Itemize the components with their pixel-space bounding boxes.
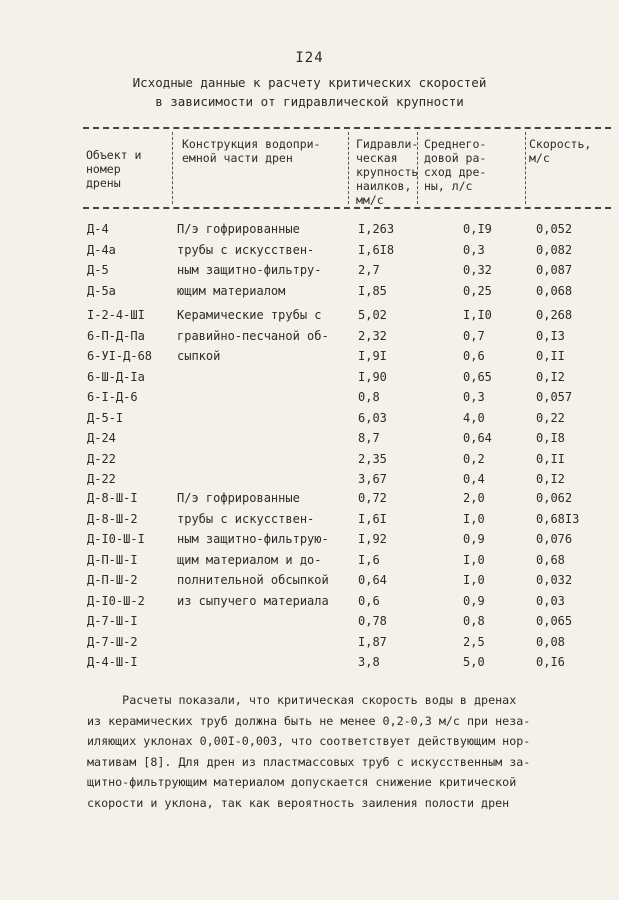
paragraph-line: скорости и уклона, так как вероятность заиления полости дрен <box>87 795 510 810</box>
cell-hydraulic-size: I,85 <box>358 283 387 298</box>
cell-speed: 0,I6 <box>536 655 565 669</box>
header-construction: Конструкция водопри- емной части дрен <box>182 137 321 165</box>
cell-speed: 0,II <box>536 349 565 363</box>
table-row <box>0 652 619 672</box>
cell-speed: 0,065 <box>536 614 573 628</box>
table-row <box>0 488 619 508</box>
cell-object: I-2-4-ШI <box>87 308 145 322</box>
cell-hydraulic-size: 5,02 <box>358 308 387 322</box>
cell-speed: 0,068 <box>536 283 573 298</box>
paragraph-line: иляющих уклонах 0,00I-0,003, что соответствует действующим нор- <box>87 734 531 748</box>
paragraph-line: щитно-фильтрующим материалом допускается снижение критической <box>87 775 517 789</box>
table-top-rule <box>83 127 611 129</box>
cell-discharge: 0,9 <box>463 593 485 608</box>
cell-object: Д-I0-Ш-I <box>87 532 145 546</box>
cell-object: Д-7-Ш-I <box>87 614 138 628</box>
table-row <box>0 219 619 239</box>
cell-hydraulic-size: 0,64 <box>358 573 387 587</box>
cell-hydraulic-size: 8,7 <box>358 431 380 445</box>
cell-speed: 0,68 <box>536 552 565 567</box>
cell-discharge: 0,64 <box>463 431 492 445</box>
cell-discharge: 4,0 <box>463 410 485 425</box>
table-row <box>0 260 619 280</box>
cell-object: Д-8-Ш-I <box>87 491 138 505</box>
cell-hydraulic-size: 2,32 <box>358 328 387 343</box>
header-object: Объект и номер дрены <box>86 148 142 190</box>
cell-hydraulic-size: 6,03 <box>358 410 387 425</box>
cell-speed: 0,062 <box>536 491 573 505</box>
cell-discharge: 0,6 <box>463 349 485 363</box>
cell-construction: сыпкой <box>177 349 221 363</box>
cell-discharge: 2,5 <box>463 634 485 649</box>
cell-speed: 0,I3 <box>536 328 565 343</box>
cell-construction: трубы с искусствен- <box>177 242 315 257</box>
table-row <box>0 367 619 387</box>
cell-discharge: 0,8 <box>463 614 485 628</box>
cell-discharge: 0,3 <box>463 242 485 257</box>
cell-object: 6-УI-Д-68 <box>87 349 153 363</box>
table-row <box>0 408 619 428</box>
cell-object: Д-П-Ш-2 <box>87 573 138 587</box>
cell-speed: 0,087 <box>536 263 573 277</box>
cell-hydraulic-size: I,6I8 <box>358 242 395 257</box>
table-title-line-1: Исходные данные к расчету критических скоростей <box>132 75 487 90</box>
cell-hydraulic-size: 0,6 <box>358 593 380 608</box>
cell-construction: ным защитно-фильтрую- <box>177 532 329 546</box>
cell-speed: 0,076 <box>536 532 573 546</box>
table-row <box>0 529 619 549</box>
cell-discharge: I,0 <box>463 552 485 567</box>
table-row <box>0 591 619 611</box>
cell-discharge: 0,4 <box>463 472 485 486</box>
cell-object: Д-7-Ш-2 <box>87 634 138 649</box>
cell-object: Д-5-I <box>87 410 124 425</box>
table-row <box>0 550 619 570</box>
cell-object: 6-I-Д-6 <box>87 390 138 404</box>
cell-construction: полнительной обсыпкой <box>177 573 329 587</box>
table-row <box>0 346 619 366</box>
cell-object: Д-4-Ш-I <box>87 655 138 669</box>
table-row <box>0 387 619 407</box>
cell-discharge: 0,9 <box>463 532 485 546</box>
column-separator <box>348 132 349 204</box>
cell-hydraulic-size: 2,7 <box>358 263 380 277</box>
cell-hydraulic-size: 0,78 <box>358 614 387 628</box>
cell-speed: 0,268 <box>536 308 573 322</box>
cell-hydraulic-size: I,87 <box>358 634 387 649</box>
column-separator <box>525 132 526 204</box>
cell-hydraulic-size: 0,72 <box>358 491 387 505</box>
cell-object: Д-5 <box>87 263 109 277</box>
cell-speed: 0,08 <box>536 634 565 649</box>
cell-construction: Керамические трубы с <box>177 308 322 322</box>
table-row <box>0 570 619 590</box>
cell-object: Д-I0-Ш-2 <box>87 593 145 608</box>
header-speed: Скорость, м/с <box>529 137 592 165</box>
cell-discharge: 0,65 <box>463 369 492 384</box>
cell-speed: 0,032 <box>536 573 573 587</box>
cell-discharge: 0,25 <box>463 283 492 298</box>
cell-discharge: I,0 <box>463 573 485 587</box>
cell-discharge: 0,32 <box>463 263 492 277</box>
cell-discharge: 0,2 <box>463 451 485 466</box>
cell-construction: гравийно-песчаной об- <box>177 328 329 343</box>
cell-discharge: 0,I9 <box>463 222 492 236</box>
table-row <box>0 326 619 346</box>
cell-object: Д-П-Ш-I <box>87 552 138 567</box>
cell-hydraulic-size: 2,35 <box>358 451 387 466</box>
table-row <box>0 281 619 301</box>
cell-discharge: I,0 <box>463 511 485 526</box>
cell-object: Д-4а <box>87 242 116 257</box>
cell-object: Д-4 <box>87 222 109 236</box>
cell-hydraulic-size: I,90 <box>358 369 387 384</box>
table-row <box>0 240 619 260</box>
table-title-line-2: в зависимости от гидравлической крупности <box>155 94 464 109</box>
cell-hydraulic-size: 0,8 <box>358 390 380 404</box>
cell-speed: 0,I2 <box>536 369 565 384</box>
header-hydraulic-size: Гидравли- ческая крупность наилков, мм/с <box>356 137 419 207</box>
cell-hydraulic-size: I,263 <box>358 222 395 236</box>
cell-construction: щим материалом и до- <box>177 552 322 567</box>
cell-construction: ющим материалом <box>177 283 286 298</box>
cell-object: Д-8-Ш-2 <box>87 511 138 526</box>
cell-speed: 0,03 <box>536 593 565 608</box>
cell-object: Д-5а <box>87 283 116 298</box>
cell-discharge: 5,0 <box>463 655 485 669</box>
cell-hydraulic-size: 3,67 <box>358 472 387 486</box>
table-row <box>0 428 619 448</box>
cell-object: Д-22 <box>87 451 116 466</box>
cell-object: 6-П-Д-Па <box>87 328 145 343</box>
cell-speed: 0,II <box>536 451 565 466</box>
cell-hydraulic-size: 3,8 <box>358 655 380 669</box>
cell-discharge: 0,7 <box>463 328 485 343</box>
header-discharge: Среднего- довой ра- сход дре- ны, л/с <box>424 137 487 193</box>
cell-construction: П/э гофрированные <box>177 491 300 505</box>
table-row <box>0 449 619 469</box>
cell-construction: П/э гофрированные <box>177 222 300 236</box>
cell-speed: 0,I8 <box>536 431 565 445</box>
paragraph-line: из керамических труб должна быть не менее 0,2-0,3 м/с при неза- <box>87 713 531 728</box>
table-row <box>0 509 619 529</box>
cell-construction: из сыпучего материала <box>177 593 329 608</box>
paragraph-line: мативам [8]. Для дрен из пластмассовых труб с искусственным за- <box>87 754 531 769</box>
cell-hydraulic-size: I,6I <box>358 511 387 526</box>
table-row <box>0 611 619 631</box>
cell-speed: 0,052 <box>536 222 573 236</box>
table-row <box>0 469 619 489</box>
cell-construction: трубы с искусствен- <box>177 511 315 526</box>
cell-discharge: 0,3 <box>463 390 485 404</box>
page-number: I24 <box>295 50 324 66</box>
cell-speed: 0,22 <box>536 410 565 425</box>
cell-speed: 0,68I3 <box>536 511 580 526</box>
cell-speed: 0,082 <box>536 242 573 257</box>
cell-speed: 0,057 <box>536 390 573 404</box>
cell-hydraulic-size: I,92 <box>358 532 387 546</box>
cell-object: Д-24 <box>87 431 116 445</box>
cell-speed: 0,I2 <box>536 472 565 486</box>
cell-discharge: I,I0 <box>463 308 492 322</box>
column-separator <box>172 132 173 204</box>
cell-hydraulic-size: I,6 <box>358 552 380 567</box>
cell-object: 6-Ш-Д-Iа <box>87 369 145 384</box>
body-paragraph <box>87 690 617 813</box>
table-row <box>0 632 619 652</box>
cell-hydraulic-size: I,9I <box>358 349 387 363</box>
cell-discharge: 2,0 <box>463 491 485 505</box>
table-row <box>0 305 619 325</box>
table-header-rule <box>83 207 611 209</box>
cell-construction: ным защитно-фильтру- <box>177 263 322 277</box>
cell-object: Д-22 <box>87 472 116 486</box>
paragraph-line: Расчеты показали, что критическая скорость воды в дренах <box>87 693 517 707</box>
